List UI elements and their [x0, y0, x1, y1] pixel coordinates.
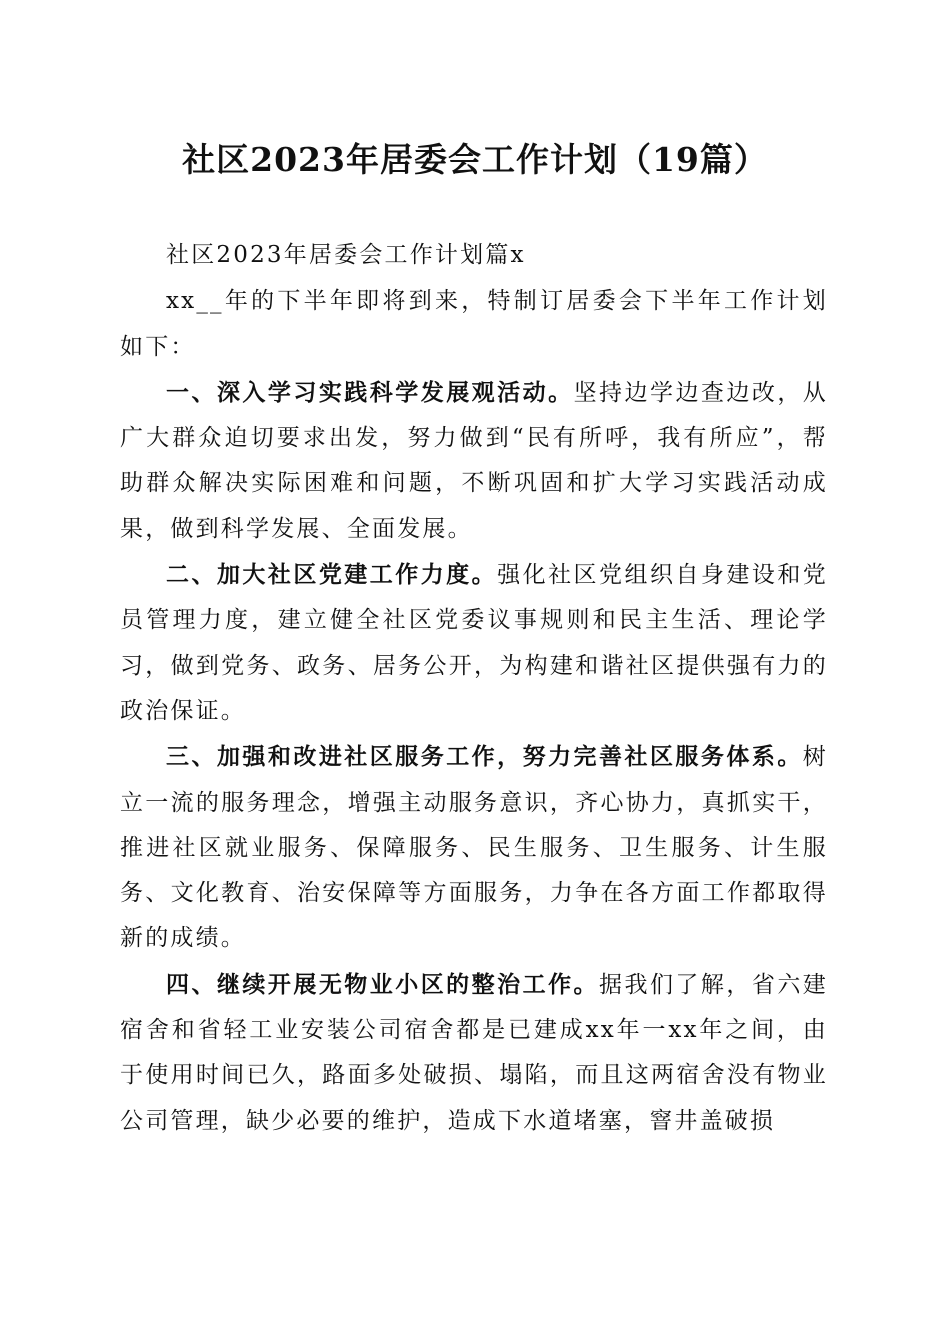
paragraph-text: 据我们了解，省六建宿舍和省轻工业安装公司宿舍都是已建成xx年一xx年之间，由于使用时间已久，路面多处破损、塌陷，而且这两宿舍没有物业公司管理，缺少必要的维护，造成下水道堵塞，窨井盖破损	[120, 971, 828, 1134]
paragraph-text: 树立一流的服务理念，增强主动服务意识，齐心协力，真抓实干，推进社区就业服务、保障服务、民生服务、卫生服务、计生服务、文化教育、治安保障等方面服务，力争在各方面工作都取得新的成绩。	[120, 744, 828, 952]
paragraph-text: 社区2023年居委会工作计划篇x	[166, 242, 526, 268]
paragraph-section-2	[120, 552, 828, 734]
paragraph-text: xx__年的下半年即将到来，特制订居委会下半年工作计划如下：	[120, 288, 828, 360]
paragraph-section-1	[120, 370, 828, 552]
section-heading: 一、深入学习实践科学发展观活动。	[166, 378, 574, 406]
paragraph-section-3	[120, 734, 828, 961]
section-heading: 三、加强和改进社区服务工作，努力完善社区服务体系。	[166, 743, 803, 771]
paragraph-intro	[120, 278, 828, 370]
document-body	[120, 232, 828, 1144]
section-heading: 二、加大社区党建工作力度。	[166, 561, 498, 589]
section-heading: 四、继续开展无物业小区的整治工作。	[166, 970, 600, 998]
paragraph-subtitle	[120, 232, 828, 278]
paragraph-section-4	[120, 962, 828, 1144]
paragraph-text: 坚持边学边查边改，从广大群众迫切要求出发，努力做到“民有所呼，我有所应”，帮助群众解决实际困难和问题，不断巩固和扩大学习实践活动成果，做到科学发展、全面发展。	[120, 379, 829, 542]
document-title: 社区2023年居委会工作计划（19篇）	[182, 140, 768, 179]
paragraph-text: 强化社区党组织自身建设和党员管理力度，建立健全社区党委议事规则和民主生活、理论学习，做到党务、政务、居务公开，为构建和谐社区提供强有力的政治保证。	[120, 562, 828, 724]
